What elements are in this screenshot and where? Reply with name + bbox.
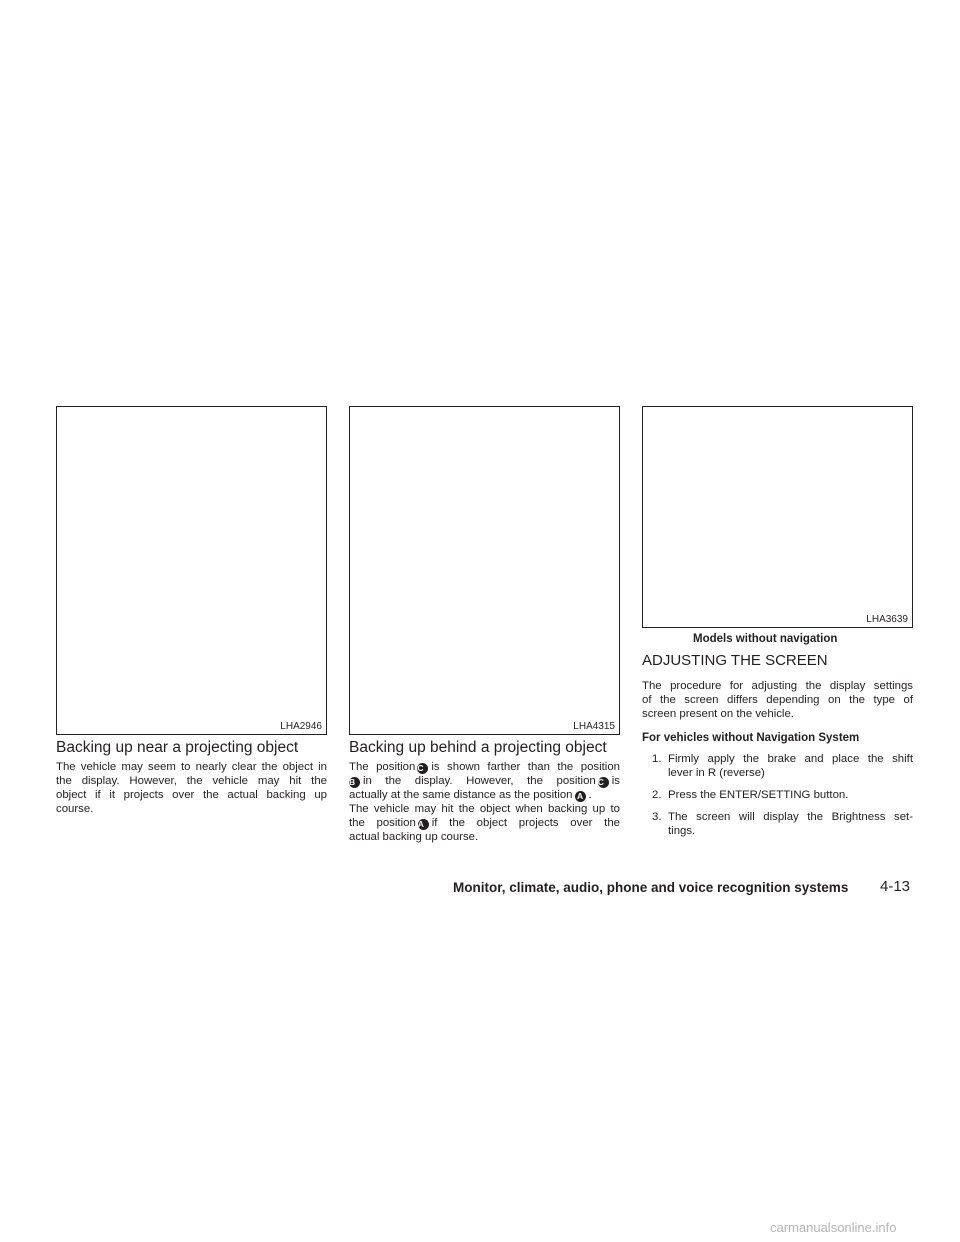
subheading-no-navigation: For vehicles without Navigation System (642, 732, 860, 744)
figure-caption: Models without navigation (693, 633, 838, 645)
section-heading-behind-object: Backing up behind a projecting object (349, 739, 607, 756)
callout-c-icon: C (417, 763, 428, 774)
text-line: course. (56, 803, 94, 815)
text-line (349, 788, 620, 802)
text-line: The screen will display the Brightness set- (668, 811, 913, 823)
steps-list (642, 752, 913, 846)
text-line: actual backing up course. (349, 831, 479, 843)
callout-c-icon: C (598, 777, 609, 788)
figure-code: LHA4315 (573, 721, 615, 732)
callout-b-icon: B (349, 777, 360, 788)
step-number: 1. (652, 753, 662, 765)
text-line: of the screen differs depending on the type of (642, 694, 913, 706)
watermark: carmanualsonline.info (770, 1220, 897, 1235)
section-heading-adjusting-screen: ADJUSTING THE SCREEN (642, 652, 828, 669)
figure-code: LHA3639 (866, 614, 908, 625)
text-run: in the display. However, the position (363, 775, 596, 787)
figure-code: LHA2946 (280, 721, 322, 732)
text-line (349, 760, 620, 774)
text-line: Firmly apply the brake and place the shift (668, 753, 913, 765)
page-number: 4-13 (880, 878, 911, 895)
text-line: the display. However, the vehicle may hit the (56, 775, 327, 787)
text-run: is (611, 775, 620, 787)
step-number: 2. (652, 789, 662, 801)
text-run: actually at the same distance as the position (349, 789, 573, 801)
text-line (349, 774, 620, 788)
text-line: screen present on the vehicle. (642, 708, 794, 720)
text-line: tings. (668, 825, 696, 837)
callout-a-icon: A (575, 791, 586, 802)
list-item (642, 810, 913, 838)
text-run: The position (349, 761, 416, 773)
text-line: lever in R (reverse) (668, 767, 765, 779)
text-run: if the object projects over the (431, 817, 620, 829)
section-heading-projecting-object: Backing up near a projecting object (56, 739, 299, 756)
text-line: object if it projects over the actual backing up (56, 789, 327, 801)
left-paragraph (56, 760, 327, 816)
middle-paragraph (349, 760, 620, 844)
text-line: The vehicle may hit the object when backing up to (349, 803, 620, 815)
step-number: 3. (652, 811, 662, 823)
text-run: . (588, 789, 592, 801)
text-run: is shown farther than the position (431, 761, 620, 773)
list-item (642, 788, 913, 802)
text-line (349, 816, 620, 830)
text-line: Press the ENTER/SETTING button. (668, 789, 849, 801)
text-run: the position (349, 817, 416, 829)
list-item (642, 752, 913, 780)
text-line: The procedure for adjusting the display settings (642, 680, 913, 692)
footer-section-title: Monitor, climate, audio, phone and voice recognition systems (453, 880, 849, 895)
text-line: The vehicle may seem to nearly clear the object in (56, 761, 327, 773)
callout-a-icon: A (418, 819, 429, 830)
figure-lha2946 (56, 406, 327, 735)
figure-lha4315 (349, 406, 620, 735)
figure-lha3639 (642, 406, 913, 628)
right-intro-paragraph (642, 679, 913, 721)
